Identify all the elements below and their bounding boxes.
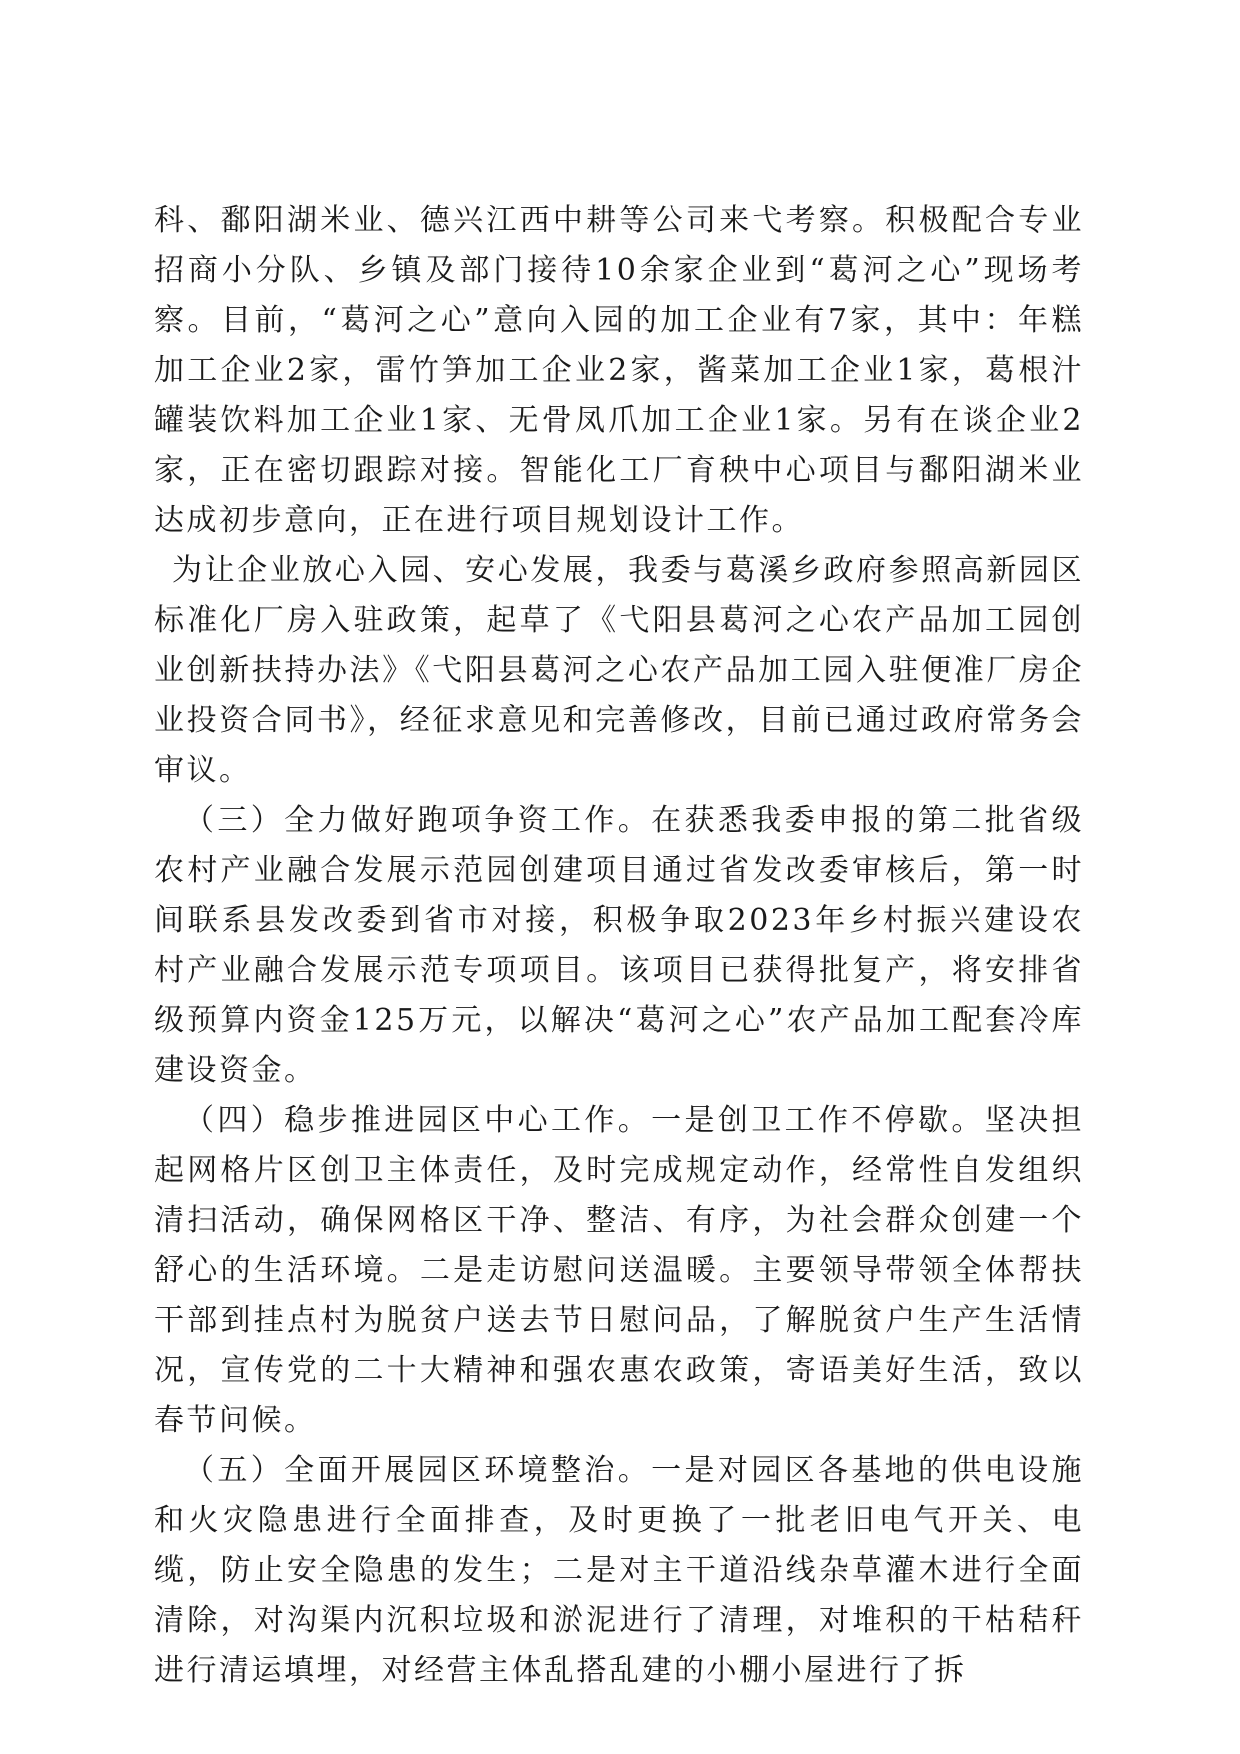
paragraph-continuation	[154, 196, 1084, 546]
section-heading: （四）稳步推进园区中心工作。	[184, 1103, 652, 1138]
paragraph-body: 为让企业放心入园、安心发展，我委与葛溪乡政府参照高新园区标准化厂房入驻政策，起草了《弋阳县葛河之心农产品加工园创业创新扶持办法》《弋阳县葛河之心农产品加工园入驻便准厂房企业投资合同书》，经征求意见和完善修改，目前已通过政府常务会审议。	[154, 553, 1084, 788]
paragraph-section-4	[154, 1096, 1084, 1446]
paragraph-body: 一是对园区各基地的供电设施和火灾隐患进行全面排查，及时更换了一批老旧电气开关、电缆，防止安全隐患的发生；二是对主干道沿线杂草灌木进行全面清除，对沟渠内沉积垃圾和淤泥进行了清理，对堆积的干枯秸秆进行清运填埋，对经营主体乱搭乱建的小棚小屋进行了拆	[154, 1453, 1085, 1688]
paragraph-body: 在获悉我委申报的第二批省级农村产业融合发展示范园创建项目通过省发改委审核后，第一时间联系县发改委到省市对接，积极争取2023年乡村振兴建设农村产业融合发展示范专项项目。该项目已获得批复产，将安排省级预算内资金125万元，以解决“葛河之心”农产品加工配套冷库建设资金。	[154, 803, 1085, 1088]
paragraph-section-5	[154, 1446, 1084, 1696]
paragraph-policy	[154, 546, 1084, 796]
section-heading: （三）全力做好跑项争资工作。	[184, 803, 652, 838]
paragraph-section-3	[154, 796, 1084, 1096]
document-page	[154, 196, 1084, 1696]
section-heading: （五）全面开展园区环境整治。	[184, 1453, 652, 1488]
paragraph-body: 科、鄱阳湖米业、德兴江西中耕等公司来弋考察。积极配合专业招商小分队、乡镇及部门接待10余家企业到“葛河之心”现场考察。目前，“葛河之心”意向入园的加工企业有7家，其中：年糕加工企业2家，雷竹笋加工企业2家，酱菜加工企业1家，葛根汁罐装饮料加工企业1家、无骨凤爪加工企业1家。另有在谈企业2家，正在密切跟踪对接。智能化工厂育秧中心项目与鄱阳湖米业达成初步意向，正在进行项目规划设计工作。	[154, 203, 1084, 538]
paragraph-body: 一是创卫工作不停歇。坚决担起网格片区创卫主体责任，及时完成规定动作，经常性自发组织清扫活动，确保网格区干净、整洁、有序，为社会群众创建一个舒心的生活环境。二是走访慰问送温暖。主要领导带领全体帮扶干部到挂点村为脱贫户送去节日慰问品，了解脱贫户生产生活情况，宣传党的二十大精神和强农惠农政策，寄语美好生活，致以春节问候。	[154, 1103, 1085, 1438]
